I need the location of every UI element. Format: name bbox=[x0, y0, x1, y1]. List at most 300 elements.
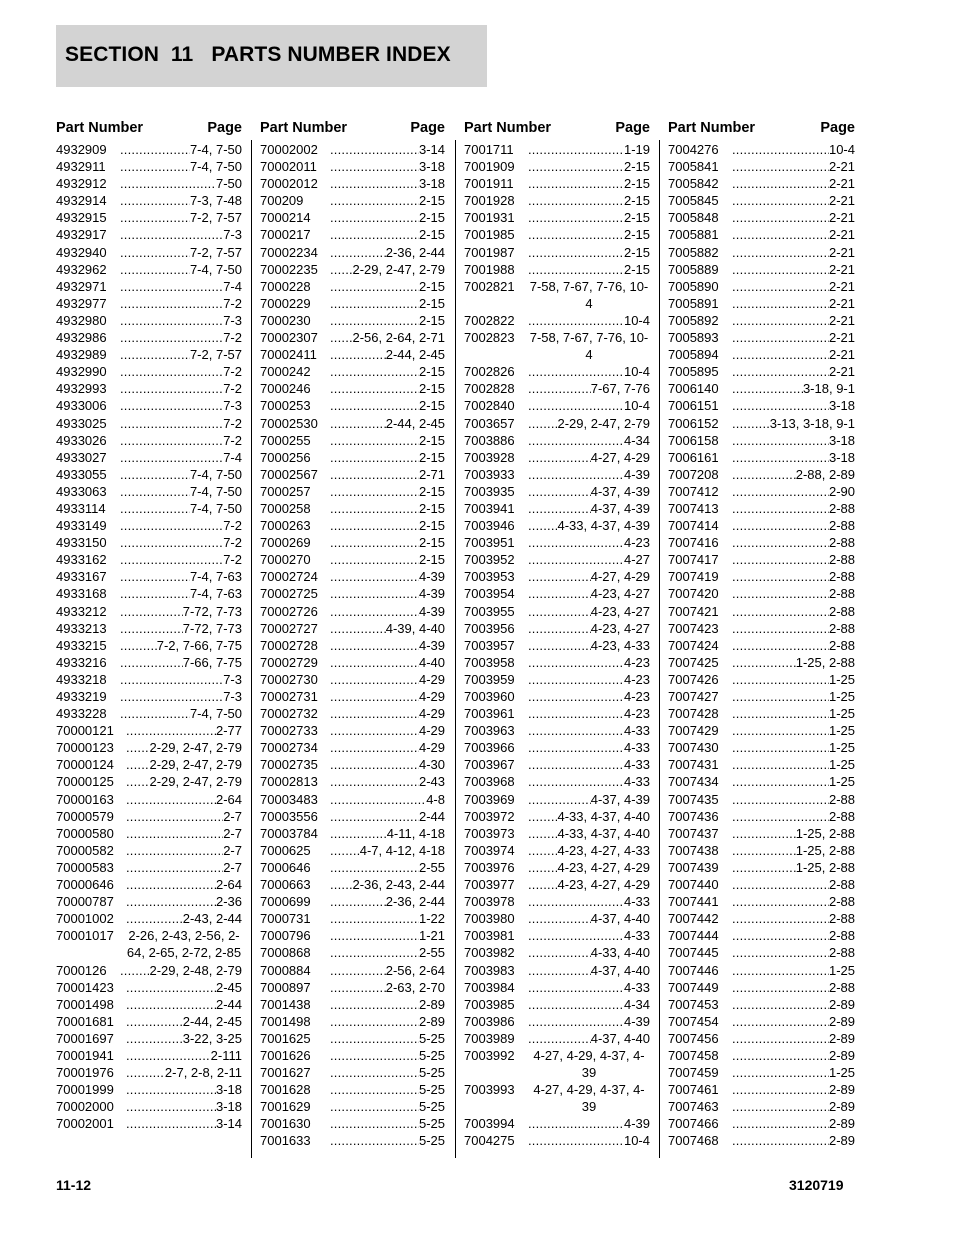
page-references: 2-89 bbox=[418, 996, 445, 1012]
index-entry bbox=[668, 363, 855, 380]
page-references: 7-72, 7-73 bbox=[182, 603, 242, 619]
index-entry bbox=[668, 244, 855, 261]
page-references-cell bbox=[120, 654, 242, 671]
dot-leader bbox=[330, 534, 419, 551]
part-number: 70002000 bbox=[56, 1099, 114, 1115]
part-number: 7003928 bbox=[464, 449, 515, 465]
part-number: 7000796 bbox=[260, 928, 311, 944]
page-references: 2-29, 2-47, 2-79 bbox=[149, 757, 242, 773]
dot-leader bbox=[528, 910, 591, 927]
part-number: 70000579 bbox=[56, 808, 114, 824]
index-entry bbox=[668, 141, 855, 158]
dot-leader bbox=[330, 175, 419, 192]
part-number: 4933149 bbox=[56, 518, 107, 534]
page-references-cell bbox=[528, 551, 650, 568]
index-entry bbox=[56, 1081, 242, 1098]
page-references-cell bbox=[528, 996, 650, 1013]
page-references: 7-2 bbox=[223, 535, 242, 551]
page-references-cell bbox=[126, 1047, 242, 1064]
part-number-header: Part Number bbox=[260, 120, 348, 136]
part-number: 7005848 bbox=[668, 210, 719, 226]
index-entry bbox=[668, 671, 855, 688]
index-entry bbox=[56, 346, 242, 363]
page-references: 7-66, 7-75 bbox=[182, 654, 242, 670]
index-entry bbox=[464, 808, 650, 825]
page-references: 7-2 bbox=[223, 552, 242, 568]
dot-leader bbox=[120, 175, 216, 192]
dot-leader bbox=[330, 380, 419, 397]
index-entry bbox=[56, 603, 242, 620]
index-entry bbox=[260, 517, 445, 534]
page-references: 4-33 bbox=[623, 740, 650, 756]
index-entry bbox=[668, 603, 855, 620]
page-references-cell bbox=[528, 380, 650, 397]
page-references: 2-56, 2-64 bbox=[385, 962, 445, 978]
dot-leader bbox=[330, 620, 386, 637]
part-number: 70001681 bbox=[56, 1013, 114, 1029]
index-entry bbox=[56, 962, 242, 979]
part-number: 70002001 bbox=[56, 1116, 114, 1132]
index-entry bbox=[56, 859, 242, 876]
part-number: 7007442 bbox=[668, 911, 719, 927]
page-references: 2-21 bbox=[828, 261, 855, 277]
part-number: 7003968 bbox=[464, 774, 515, 790]
part-number: 7001630 bbox=[260, 1116, 311, 1132]
index-entry bbox=[260, 158, 445, 175]
page-references-cell bbox=[330, 517, 445, 534]
part-number: 7007429 bbox=[668, 723, 719, 739]
dot-leader bbox=[732, 910, 829, 927]
page-references-cell bbox=[330, 295, 445, 312]
page-references: 7-3 bbox=[223, 398, 242, 414]
dot-leader bbox=[120, 551, 223, 568]
dot-leader bbox=[732, 1132, 829, 1149]
page-references-cell bbox=[528, 585, 650, 602]
page-references: 2-90 bbox=[828, 483, 855, 499]
index-entry bbox=[260, 397, 445, 414]
part-number: 7000263 bbox=[260, 518, 311, 534]
dot-leader bbox=[126, 910, 183, 927]
page-references-cell bbox=[528, 739, 650, 756]
page-references-cell bbox=[120, 244, 242, 261]
part-number: 7003951 bbox=[464, 535, 515, 551]
dot-leader bbox=[120, 671, 223, 688]
page-references-cell bbox=[126, 996, 242, 1013]
dot-leader bbox=[528, 876, 557, 893]
part-number: 7007463 bbox=[668, 1099, 719, 1115]
part-number: 7000253 bbox=[260, 398, 311, 414]
index-entry bbox=[260, 244, 445, 261]
dot-leader bbox=[120, 568, 190, 585]
page-references: 2-88 bbox=[828, 808, 855, 824]
page-references: 7-4, 7-50 bbox=[189, 483, 242, 499]
part-number: 70002724 bbox=[260, 569, 318, 585]
dot-leader bbox=[330, 261, 352, 278]
page-references: 2-89 bbox=[828, 1030, 855, 1046]
page-references: 2-29, 2-47, 2-79 bbox=[149, 740, 242, 756]
dot-leader bbox=[120, 620, 183, 637]
index-entry bbox=[56, 842, 242, 859]
index-entry bbox=[56, 209, 242, 226]
dot-leader bbox=[732, 637, 829, 654]
dot-leader bbox=[732, 927, 829, 944]
dot-leader bbox=[528, 1132, 624, 1149]
index-entry bbox=[464, 261, 650, 278]
index-entry bbox=[464, 910, 650, 927]
index-entry bbox=[260, 893, 445, 910]
page-references-cell bbox=[126, 808, 242, 825]
index-entry bbox=[464, 158, 650, 175]
page-references-cell bbox=[528, 261, 650, 278]
index-entry bbox=[464, 979, 650, 996]
part-number: 4932909 bbox=[56, 142, 107, 157]
page-references-cell bbox=[528, 876, 650, 893]
index-entry bbox=[260, 1013, 445, 1030]
page-references: 7-4 bbox=[223, 278, 242, 294]
page-references-cell bbox=[732, 962, 855, 979]
part-number: 70002727 bbox=[260, 620, 318, 636]
part-number: 7003989 bbox=[464, 1030, 515, 1046]
dot-leader bbox=[120, 141, 190, 158]
dot-leader bbox=[126, 1115, 216, 1132]
part-number: 7000897 bbox=[260, 979, 311, 995]
part-number: 70001697 bbox=[56, 1030, 114, 1046]
dot-leader bbox=[732, 551, 829, 568]
index-column-3 bbox=[464, 117, 650, 1150]
page-references: 2-88 bbox=[828, 928, 855, 944]
page-references-cell bbox=[732, 1098, 855, 1115]
index-entry bbox=[668, 209, 855, 226]
part-number: 70000125 bbox=[56, 774, 114, 790]
dot-leader bbox=[126, 1081, 216, 1098]
index-entry bbox=[464, 688, 650, 705]
index-entry bbox=[464, 944, 650, 961]
part-number: 7007461 bbox=[668, 1082, 719, 1098]
page-references: 2-89 bbox=[828, 996, 855, 1012]
index-entry bbox=[668, 739, 855, 756]
part-number: 7000663 bbox=[260, 877, 311, 893]
index-entry bbox=[56, 585, 242, 602]
dot-leader bbox=[732, 244, 829, 261]
page-references: 3-18, 9-1 bbox=[802, 381, 855, 397]
part-number: 7000269 bbox=[260, 535, 311, 551]
page-references: 2-21 bbox=[828, 227, 855, 243]
page-references: 2-15 bbox=[418, 193, 445, 209]
page-references: 2-44, 2-45 bbox=[385, 415, 445, 431]
dot-leader bbox=[732, 568, 829, 585]
dot-leader bbox=[732, 1098, 829, 1115]
index-entry bbox=[260, 380, 445, 397]
page-references-cell bbox=[528, 192, 650, 209]
index-entry bbox=[464, 209, 650, 226]
part-number: 7005895 bbox=[668, 364, 719, 380]
page-references: 1-22 bbox=[418, 911, 445, 927]
page-references: 2-45 bbox=[215, 979, 242, 995]
index-entry bbox=[464, 739, 650, 756]
part-number: 7003935 bbox=[464, 483, 515, 499]
index-entry bbox=[464, 859, 650, 876]
part-number: 7003994 bbox=[464, 1116, 515, 1132]
page-references: 3-18 bbox=[828, 449, 855, 465]
index-entry bbox=[668, 380, 855, 397]
index-entry bbox=[56, 808, 242, 825]
page-references: 4-23, 4-27, 4-29 bbox=[557, 859, 650, 875]
index-entry bbox=[668, 842, 855, 859]
index-entry bbox=[260, 637, 445, 654]
page-references: 2-89 bbox=[828, 1047, 855, 1063]
page-references: 7-2 bbox=[223, 330, 242, 346]
page-references-cell bbox=[732, 808, 855, 825]
page-references-cell bbox=[732, 722, 855, 739]
index-entry bbox=[464, 722, 650, 739]
part-number: 7007431 bbox=[668, 757, 719, 773]
dot-leader bbox=[120, 209, 190, 226]
part-number: 70002530 bbox=[260, 415, 318, 431]
page-references: 7-3 bbox=[223, 671, 242, 687]
page-references: 2-21 bbox=[828, 278, 855, 294]
page-references-cell bbox=[528, 637, 650, 654]
page-references-cell bbox=[330, 637, 445, 654]
index-entry bbox=[260, 996, 445, 1013]
part-number: 70002735 bbox=[260, 757, 318, 773]
page-references-cell bbox=[732, 773, 855, 790]
part-number: 7007441 bbox=[668, 894, 719, 910]
page-references-cell bbox=[732, 158, 855, 175]
part-number-header: Part Number bbox=[56, 120, 144, 136]
page-references: 2-88 bbox=[828, 569, 855, 585]
part-number: 4933063 bbox=[56, 483, 107, 499]
part-number: 7005889 bbox=[668, 261, 719, 277]
index-entry bbox=[668, 722, 855, 739]
part-number: 70000121 bbox=[56, 723, 114, 739]
index-entry bbox=[56, 1115, 242, 1132]
page-references: 7-2, 7-57 bbox=[189, 244, 242, 260]
page-references: 2-88 bbox=[828, 586, 855, 602]
page-header: Page bbox=[615, 120, 650, 136]
page-references: 5-25 bbox=[418, 1116, 445, 1132]
page-references: 2-29, 2-47, 2-79 bbox=[149, 774, 242, 790]
column-header bbox=[464, 117, 650, 141]
dot-leader bbox=[330, 517, 419, 534]
page-references-cell bbox=[330, 1115, 445, 1132]
part-number: 7000270 bbox=[260, 552, 311, 568]
dot-leader bbox=[732, 534, 829, 551]
part-number: 7007412 bbox=[668, 483, 719, 499]
page-references-cell bbox=[126, 791, 242, 808]
part-number: 70002729 bbox=[260, 654, 318, 670]
dot-leader bbox=[330, 825, 387, 842]
part-number: 7003976 bbox=[464, 859, 515, 875]
part-number: 7007430 bbox=[668, 740, 719, 756]
dot-leader bbox=[120, 449, 223, 466]
index-entry bbox=[668, 876, 855, 893]
index-entry bbox=[464, 397, 650, 414]
page-references: 2-89 bbox=[418, 1013, 445, 1029]
dot-leader bbox=[528, 893, 624, 910]
dot-leader bbox=[120, 705, 190, 722]
page-references-cell bbox=[120, 603, 242, 620]
page-references-cell bbox=[732, 483, 855, 500]
part-number: 7002840 bbox=[464, 398, 515, 414]
dot-leader bbox=[330, 415, 386, 432]
page-references-cell bbox=[120, 312, 242, 329]
page-references: 2-21 bbox=[828, 364, 855, 380]
index-entry bbox=[668, 1064, 855, 1081]
index-entry bbox=[260, 825, 445, 842]
page-references: 2-88 bbox=[828, 877, 855, 893]
part-number: 7003982 bbox=[464, 945, 515, 961]
page-references-cell bbox=[330, 979, 445, 996]
page-references: 1-21 bbox=[418, 928, 445, 944]
index-entry bbox=[464, 654, 650, 671]
page-references: 2-15 bbox=[418, 278, 445, 294]
dot-leader bbox=[330, 1132, 419, 1149]
part-number: 70002732 bbox=[260, 706, 318, 722]
page-references: 5-25 bbox=[418, 1082, 445, 1098]
section-label: SECTION 11 bbox=[65, 43, 194, 66]
dot-leader bbox=[126, 1047, 211, 1064]
page-references: 4-33, 4-37, 4-40 bbox=[557, 808, 650, 824]
index-column-1 bbox=[56, 117, 242, 1132]
dot-leader bbox=[732, 585, 829, 602]
page-references: 2-15 bbox=[418, 398, 445, 414]
part-number: 7001988 bbox=[464, 261, 515, 277]
page-references-cell bbox=[732, 568, 855, 585]
page-references-cell bbox=[330, 842, 445, 859]
page-references-cell bbox=[528, 859, 650, 876]
dot-leader bbox=[528, 500, 591, 517]
page-references-cell bbox=[120, 483, 242, 500]
page-references-cell bbox=[528, 226, 650, 243]
index-entry bbox=[260, 739, 445, 756]
page-references: 2-88 bbox=[828, 552, 855, 568]
dot-leader bbox=[732, 415, 770, 432]
dot-leader bbox=[330, 295, 419, 312]
dot-leader bbox=[528, 773, 624, 790]
page-references: 4-23, 4-27, 4-29 bbox=[557, 877, 650, 893]
dot-leader bbox=[330, 1064, 419, 1081]
page-references-cell bbox=[126, 825, 242, 842]
page-references: 2-15 bbox=[418, 483, 445, 499]
page-references-cell bbox=[330, 175, 445, 192]
part-number: 7005894 bbox=[668, 347, 719, 363]
page-references: 2-111 bbox=[210, 1047, 242, 1063]
page-references: 2-15 bbox=[623, 159, 650, 175]
page-references: 2-89 bbox=[828, 1133, 855, 1149]
page-references-cell bbox=[528, 466, 650, 483]
dot-leader bbox=[732, 620, 829, 637]
part-number: 7000255 bbox=[260, 432, 311, 448]
page-references-cell bbox=[120, 534, 242, 551]
index-entry bbox=[56, 141, 242, 158]
page-references: 2-88 bbox=[828, 500, 855, 516]
index-entry bbox=[464, 876, 650, 893]
dot-leader bbox=[528, 654, 624, 671]
part-number: 70002726 bbox=[260, 603, 318, 619]
page-references: 4-39 bbox=[418, 603, 445, 619]
dot-leader bbox=[126, 1013, 183, 1030]
page-references: 2-15 bbox=[418, 500, 445, 516]
part-number: 7001909 bbox=[464, 159, 515, 175]
page-references-cell bbox=[120, 346, 242, 363]
page-references: 3-22, 3-25 bbox=[182, 1030, 242, 1046]
page-references-cell bbox=[120, 397, 242, 414]
index-entry bbox=[56, 551, 242, 568]
index-entry bbox=[668, 1098, 855, 1115]
page-references: 2-7 bbox=[223, 808, 242, 824]
page-references: 10-4 bbox=[623, 398, 650, 414]
index-entry bbox=[668, 415, 855, 432]
dot-leader bbox=[330, 773, 419, 790]
dot-leader bbox=[120, 244, 190, 261]
index-entry bbox=[56, 876, 242, 893]
index-entry bbox=[56, 620, 242, 637]
part-number: 4933215 bbox=[56, 637, 107, 653]
dot-leader bbox=[528, 671, 624, 688]
index-entry bbox=[260, 432, 445, 449]
index-entry bbox=[464, 226, 650, 243]
index-entry bbox=[464, 466, 650, 483]
dot-leader bbox=[120, 432, 223, 449]
dot-leader bbox=[330, 329, 352, 346]
part-number: 70002002 bbox=[260, 142, 318, 157]
index-entry bbox=[464, 637, 650, 654]
page-references-cell bbox=[120, 278, 242, 295]
page-references-cell bbox=[330, 654, 445, 671]
dot-leader bbox=[120, 415, 223, 432]
dot-leader bbox=[732, 739, 829, 756]
page-references: 5-25 bbox=[418, 1030, 445, 1046]
index-entry bbox=[464, 192, 650, 209]
dot-leader bbox=[330, 791, 426, 808]
page-references: 10-4 bbox=[623, 364, 650, 380]
page-references-cell bbox=[126, 773, 242, 790]
page-references: 4-23, 4-33 bbox=[590, 637, 650, 653]
part-number: 70000582 bbox=[56, 842, 114, 858]
page-references: 2-88 bbox=[828, 620, 855, 636]
part-number: 7007434 bbox=[668, 774, 719, 790]
page-references: 3-18 bbox=[215, 1082, 242, 1098]
page-references-cell bbox=[330, 808, 445, 825]
part-number: 7000230 bbox=[260, 312, 311, 328]
page-references-cell bbox=[528, 654, 650, 671]
dot-leader bbox=[732, 756, 829, 773]
dot-leader bbox=[528, 1115, 624, 1132]
part-number: 7007449 bbox=[668, 979, 719, 995]
page-references-cell bbox=[330, 773, 445, 790]
index-entry bbox=[56, 654, 242, 671]
index-entry bbox=[56, 568, 242, 585]
part-number: 70003483 bbox=[260, 791, 318, 807]
page-references: 2-15 bbox=[418, 210, 445, 226]
dot-leader bbox=[330, 859, 419, 876]
dot-leader bbox=[732, 432, 829, 449]
part-number: 4933213 bbox=[56, 620, 107, 636]
page-references: 2-15 bbox=[623, 227, 650, 243]
page-references: 4-29 bbox=[418, 740, 445, 756]
part-number: 7000257 bbox=[260, 483, 311, 499]
part-number: 7007459 bbox=[668, 1065, 719, 1081]
dot-leader bbox=[732, 397, 829, 414]
page-references-cell bbox=[120, 380, 242, 397]
index-entry bbox=[464, 363, 650, 380]
page-references-cell bbox=[330, 261, 445, 278]
page-references: 3-14 bbox=[418, 142, 445, 157]
page-references: 5-25 bbox=[418, 1133, 445, 1149]
part-number: 7003993 bbox=[464, 1082, 515, 1098]
part-number: 4933216 bbox=[56, 654, 107, 670]
page-references: 2-89 bbox=[828, 1116, 855, 1132]
